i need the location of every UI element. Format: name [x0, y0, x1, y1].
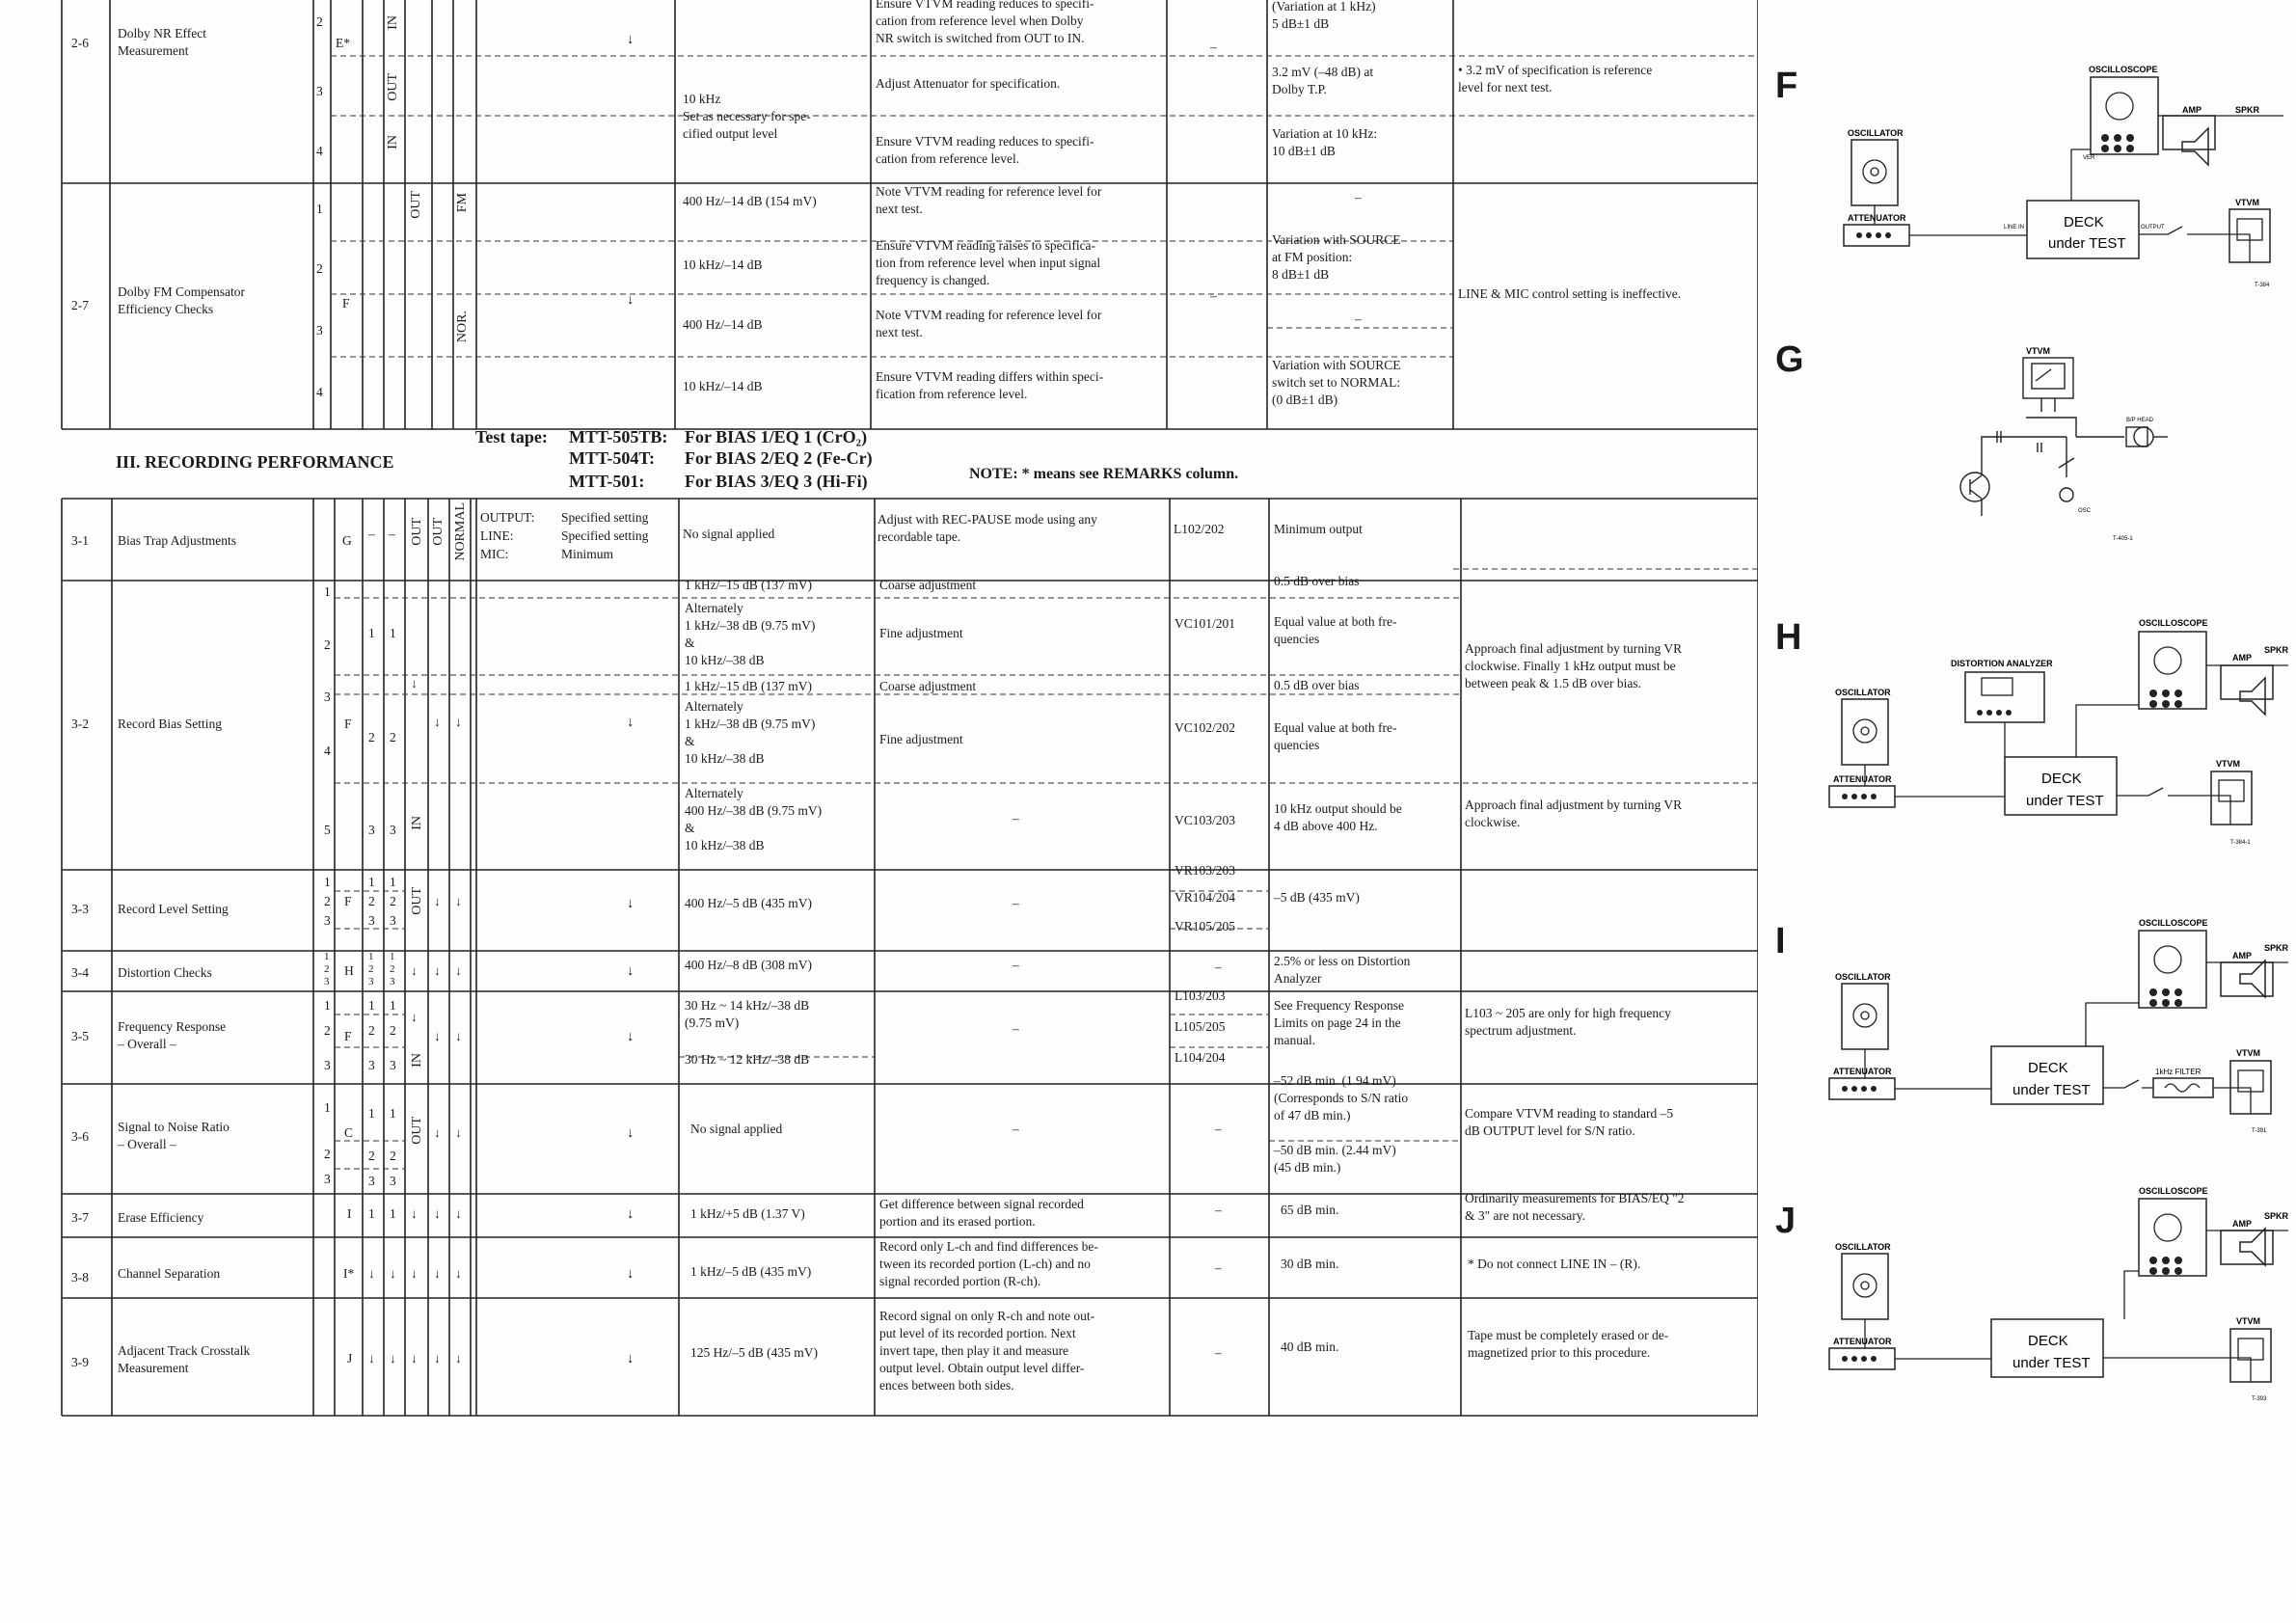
remarks: • 3.2 mV of specification is reference level for next test. — [1458, 63, 1653, 95]
label-head: B/P HEAD — [2126, 418, 2153, 423]
input-signal: 1 kHz/+5 dB (1.37 V) — [690, 1206, 805, 1221]
label-under-test: under TEST — [2012, 1355, 2091, 1371]
sub-number: 2 — [316, 261, 323, 276]
row-number: 3-2 — [71, 717, 89, 731]
adjustment: Adjust with REC-PAUSE mode using any recordable tape. — [878, 512, 1097, 544]
output-mode: OUT — [410, 518, 424, 546]
label-amp: AMP — [2232, 951, 2252, 960]
condition-label: MIC: — [480, 547, 509, 561]
diagram-code: T-384 — [2255, 283, 2270, 288]
specification: Variation at 10 kHz: 10 dB±1 dB — [1272, 126, 1378, 158]
input-signal: 10 kHz/–14 dB — [683, 257, 763, 272]
adjustment: Ensure VTVM reading raises to specifica- tion from reference level when input signal frequency is changed. — [876, 238, 1101, 287]
specification: Equal value at both fre- quencies — [1274, 720, 1397, 752]
specification: –50 dB min. (2.44 mV) (45 dB min.) — [1274, 1143, 1396, 1175]
sub-number: 3 — [316, 323, 323, 338]
row-number: 3-5 — [71, 1029, 89, 1043]
input-signal: 30 Hz ~ 14 kHz/–38 dB (9.75 mV) — [685, 998, 810, 1030]
label-deck: DECK — [2028, 1060, 2068, 1076]
label-filter: 1kHz FILTER — [2155, 1068, 2201, 1076]
adjustment: Coarse adjustment — [879, 679, 977, 693]
label-spkr: SPKR — [2264, 1211, 2288, 1221]
adjustment-point: – — [1215, 1345, 1222, 1360]
diagram-code: T-384-1 — [2230, 840, 2251, 846]
row-number: 3-6 — [71, 1129, 89, 1144]
adjustment-point: – — [1215, 960, 1222, 974]
item-name: Channel Separation — [118, 1266, 221, 1281]
label-oscillator: OSCILLATOR — [1835, 972, 1891, 982]
test-tape-name: MTT-504T: — [569, 448, 656, 468]
row-number: 3-1 — [71, 533, 89, 548]
adjustment-point: VR104/204 — [1175, 890, 1236, 905]
row-number: 2-6 — [71, 36, 89, 50]
sub-number: 2 — [316, 14, 323, 29]
connection-diagrams — [1758, 0, 2296, 1447]
adjustment: Coarse adjustment — [879, 578, 977, 592]
same-as-above-arrow: ↓ — [627, 292, 635, 308]
row-number: 3-8 — [71, 1270, 89, 1285]
adjustment: Fine adjustment — [879, 732, 963, 746]
condition-value: Minimum — [561, 547, 614, 561]
label-deck: DECK — [2064, 214, 2104, 230]
label-under-test: under TEST — [2012, 1082, 2091, 1098]
input-signal: No signal applied — [683, 527, 775, 541]
nr-mode: IN — [386, 135, 400, 149]
diagram-j — [1816, 1184, 2288, 1411]
condition-value: Specified setting — [561, 510, 649, 525]
label-ver: VER — [2083, 155, 2095, 161]
condition-value: Specified setting — [561, 528, 649, 543]
diagram-code: T-405-1 — [2113, 536, 2133, 542]
input-signal: No signal applied — [690, 1122, 783, 1136]
adjustment-point: VR103/203 — [1175, 863, 1236, 878]
label-spkr: SPKR — [2264, 645, 2288, 655]
input-signal: 400 Hz/–14 dB (154 mV) — [683, 194, 817, 208]
adjustment: – — [1013, 1021, 1019, 1036]
input-signal: 30 Hz ~ 12 kHz/–38 dB — [685, 1052, 810, 1067]
connection-figure: J — [347, 1351, 353, 1366]
diagram-letter: G — [1775, 339, 1804, 380]
remarks: Tape must be completely erased or de- magnetized prior to this procedure. — [1468, 1328, 1669, 1360]
adjustment: Adjust Attenuator for specification. — [876, 76, 1061, 91]
connection-figure: I* — [343, 1266, 355, 1281]
remarks: Approach final adjustment by turning VR clockwise. Finally 1 kHz output must be between peak & 1.5 dB over bias. — [1465, 641, 1683, 690]
adjustment: – — [1013, 958, 1019, 972]
connection-figure: H — [344, 963, 354, 978]
test-tape-bias: For BIAS 3/EQ 3 (Hi-Fi) — [685, 472, 868, 491]
label-spkr: SPKR — [2235, 105, 2260, 115]
diagram-letter: J — [1775, 1201, 1796, 1241]
row-number: 3-7 — [71, 1210, 89, 1225]
item-name: Record Bias Setting — [118, 717, 222, 731]
input-signal: Alternately 400 Hz/–38 dB (9.75 mV) & 10 kHz/–38 dB — [685, 786, 823, 852]
connection-figure: E* — [336, 36, 350, 50]
connection-figure: F — [344, 894, 352, 908]
output-mode: OUT — [431, 518, 446, 546]
specification: 40 dB min. — [1281, 1339, 1339, 1354]
adjustment-point: – — [1215, 1122, 1222, 1136]
remarks: LINE & MIC control setting is ineffective. — [1458, 286, 1682, 301]
adjustment: – — [1013, 896, 1019, 910]
input-mode: NORMAL — [453, 502, 468, 561]
label-under-test: under TEST — [2026, 793, 2104, 809]
connection-figure: F — [344, 717, 352, 731]
adjustment-point: L104/204 — [1175, 1050, 1226, 1065]
test-tape-bias: For BIAS 1/EQ 1 (CrO₂) — [685, 427, 868, 446]
connection-figure: C — [344, 1125, 354, 1140]
sub-number: 3 — [324, 690, 331, 704]
specification: 65 dB min. — [1281, 1203, 1339, 1217]
adjustment: Ensure VTVM reading differs within speci- fication from reference level. — [876, 369, 1104, 401]
diagram-letter: H — [1775, 617, 1802, 658]
adjustment: Get difference between signal recorded portion and its erased portion. — [879, 1197, 1084, 1229]
specification: 0.5 dB over bias — [1274, 678, 1360, 692]
label-deck: DECK — [2028, 1333, 2068, 1349]
adjustment: Record only L-ch and find differences be- tween its recorded portion (L-ch) and no signal recorded portion (R-ch). — [879, 1239, 1098, 1288]
item-name: Erase Efficiency — [118, 1210, 204, 1225]
input-signal: 1 kHz/–15 dB (137 mV) — [685, 578, 812, 592]
input-signal: 125 Hz/–5 dB (435 mV) — [690, 1345, 818, 1360]
input-signal: Alternately 1 kHz/–38 dB (9.75 mV) & 10 kHz/–38 dB — [685, 699, 816, 766]
remarks: L103 ~ 205 are only for high frequency spectrum adjustment. — [1465, 1006, 1671, 1038]
input-signal: 10 kHz Set as necessary for spe- cified output level — [683, 92, 811, 141]
diagram-letter: I — [1775, 921, 1786, 961]
adjustment: Note VTVM reading for reference level for next test. — [876, 184, 1102, 216]
sub-number: 5 — [324, 823, 331, 837]
sub-number: 4 — [324, 744, 331, 758]
label-vtvm: VTVM — [2236, 1048, 2261, 1058]
label-oscilloscope: OSCILLOSCOPE — [2139, 1186, 2208, 1196]
specification: 2.5% or less on Distortion Analyzer — [1274, 954, 1411, 986]
remarks: * Do not connect LINE IN – (R). — [1468, 1257, 1641, 1271]
specification: 3.2 mV (–48 dB) at Dolby T.P. — [1272, 65, 1374, 96]
same-as-above-arrow: ↓ — [627, 715, 635, 730]
specification: –5 dB (435 mV) — [1274, 890, 1360, 905]
adjustment-point: VR105/205 — [1175, 919, 1236, 933]
diagram-code: T-391 — [2252, 1128, 2267, 1134]
input-signal: 400 Hz/–14 dB — [683, 317, 763, 332]
diagram-letter: F — [1775, 66, 1798, 106]
specification: 10 kHz output should be 4 dB above 400 Hz. — [1274, 801, 1402, 833]
label-oscilloscope: OSCILLOSCOPE — [2089, 65, 2158, 74]
adjustment: Note VTVM reading for reference level for next test. — [876, 308, 1102, 339]
label-distortion-analyzer: DISTORTION ANALYZER — [1951, 659, 2053, 668]
same-as-above-arrow: ↓ — [627, 32, 635, 47]
remarks: Compare VTVM reading to standard –5 dB OUTPUT level for S/N ratio. — [1465, 1106, 1674, 1138]
sub-number: 4 — [316, 385, 323, 399]
specification: Variation with SOURCE at FM position: 8 dB±1 dB — [1272, 232, 1401, 282]
label-attenuator: ATTENUATOR — [1833, 1067, 1892, 1076]
row-number: 3-9 — [71, 1355, 89, 1369]
label-vtvm: VTVM — [2236, 1316, 2261, 1326]
adjustment-point: L103/203 — [1175, 988, 1226, 1003]
adjustment-point: L102/202 — [1174, 522, 1225, 536]
label-oscilloscope: OSCILLOSCOPE — [2139, 618, 2208, 628]
label-oscillator: OSCILLATOR — [1848, 128, 1904, 138]
adjustment-point: – — [1210, 40, 1217, 54]
adjustment: – — [1013, 1122, 1019, 1136]
diagram-f — [1830, 63, 2283, 294]
row-number: 3-4 — [71, 965, 89, 980]
adjustment-point: – — [1210, 288, 1217, 303]
item-name: Distortion Checks — [118, 965, 212, 980]
label-amp: AMP — [2182, 105, 2201, 115]
sub-number: 4 — [316, 144, 323, 158]
specification: Minimum output — [1274, 522, 1363, 536]
test-tape-label: Test tape: — [475, 427, 548, 446]
specification: 0.5 dB over bias — [1274, 574, 1360, 588]
adjustment-point: VC103/203 — [1175, 813, 1236, 827]
row-number: 2-7 — [71, 298, 89, 312]
specification: –52 dB min. (1.94 mV) (Corresponds to S/N ratio of 47 dB min.) — [1274, 1073, 1409, 1123]
fm-mode: NOR. — [455, 311, 470, 343]
label-vtvm: VTVM — [2235, 198, 2260, 207]
adjustment: Record signal on only R-ch and note out- put level of its recorded portion. Next invert tape, then play it and measure output level. Obtain output level differ- ences between both sides. — [879, 1309, 1095, 1393]
specification: (Variation at 1 kHz) 5 dB±1 dB — [1272, 0, 1376, 31]
note: NOTE: * means see REMARKS column. — [969, 466, 1239, 482]
connection-figure: F — [344, 1029, 352, 1043]
label-amp: AMP — [2232, 1219, 2252, 1229]
adjustment: Ensure VTVM reading reduces to specifi- cation from reference level when Dolby NR switch is switched from OUT to IN. — [876, 0, 1094, 45]
label-line-in: LINE IN — [2004, 225, 2025, 230]
nr-mode: OUT — [386, 73, 400, 101]
test-tape-name: MTT-505TB: — [569, 427, 668, 446]
adjustment: Ensure VTVM reading reduces to specifi- cation from reference level. — [876, 134, 1094, 166]
label-oscillator: OSCILLATOR — [1835, 1242, 1891, 1252]
adjustment: Fine adjustment — [879, 626, 963, 640]
diagram-g — [1951, 342, 2182, 545]
section-title: III. RECORDING PERFORMANCE — [116, 452, 394, 472]
specification: 30 dB min. — [1281, 1257, 1339, 1271]
specification: – — [1355, 311, 1362, 326]
sub-number: 2 — [324, 637, 331, 652]
item-name: Record Level Setting — [118, 902, 229, 916]
remarks: Ordinarily measurements for BIAS/EQ "2 & 3" are not necessary. — [1465, 1191, 1685, 1223]
test-tape-name: MTT-501: — [569, 472, 645, 491]
remarks: Approach final adjustment by turning VR clockwise. — [1465, 798, 1683, 829]
adjustment-point: VC101/201 — [1175, 616, 1236, 631]
nr-mode: IN — [386, 15, 400, 30]
label-osc: OSC — [2078, 508, 2092, 514]
condition-label: LINE: — [480, 528, 514, 543]
adjustment-point: L105/205 — [1175, 1019, 1226, 1034]
specification: See Frequency Response Limits on page 24 in the manual. — [1274, 998, 1404, 1047]
diagram-code: T-393 — [2252, 1396, 2267, 1402]
sub-number: 3 — [316, 84, 323, 98]
specification: Variation with SOURCE switch set to NORMAL: (0 dB±1 dB) — [1272, 358, 1401, 407]
adjustment-point: – — [1215, 1203, 1222, 1217]
label-attenuator: ATTENUATOR — [1848, 213, 1906, 223]
adjustment-point: VC102/202 — [1175, 720, 1236, 735]
label-under-test: under TEST — [2048, 235, 2126, 252]
label-deck: DECK — [2041, 771, 2082, 787]
item-name: Bias Trap Adjustments — [118, 533, 237, 548]
diagram-i — [1816, 916, 2288, 1143]
row-number: 3-3 — [71, 902, 89, 916]
connection-figure: I — [347, 1206, 352, 1221]
label-vtvm: VTVM — [2216, 759, 2241, 769]
input-signal: 400 Hz/–5 dB (435 mV) — [685, 896, 812, 910]
nr-mode: OUT — [409, 191, 423, 219]
condition-label: OUTPUT: — [480, 510, 535, 525]
adjustment: – — [1013, 811, 1019, 825]
label-amp: AMP — [2232, 653, 2252, 663]
test-tape-bias: For BIAS 2/EQ 2 (Fe-Cr) — [685, 448, 873, 468]
item-name: Signal to Noise Ratio – Overall – — [118, 1120, 230, 1151]
label-oscilloscope: OSCILLOSCOPE — [2139, 918, 2208, 928]
label-attenuator: ATTENUATOR — [1833, 1337, 1892, 1346]
sub-number: 1 — [316, 202, 323, 216]
item-name: Frequency Response – Overall – — [118, 1019, 227, 1051]
sub-number: 1 — [324, 584, 331, 599]
item-name: Dolby NR Effect Measurement — [118, 26, 206, 58]
item-name: Adjacent Track Crosstalk Measurement — [118, 1343, 251, 1375]
fm-mode: FM — [455, 193, 470, 213]
input-signal: 400 Hz/–8 dB (308 mV) — [685, 958, 812, 972]
diagram-h — [1816, 612, 2288, 853]
label-oscillator: OSCILLATOR — [1835, 688, 1891, 697]
item-name: Dolby FM Compensator Efficiency Checks — [118, 284, 246, 316]
input-signal: 1 kHz/–15 dB (137 mV) — [685, 679, 812, 693]
connection-figure: F — [342, 296, 350, 311]
adjustment-table: 2-6 Dolby NR Effect Measurement 2 3 4 E* IN OUT IN ↓ 10 kHz Set as necessary for spe- cified output level Ensure VTVM reading reduces to specifi- cation from reference level when Dolby NR switch is switched from OUT to IN. Adjust Attenuator for specification. Ensure VTVM reading reduces to specifi- cation from reference level. – (Variation at 1 kHz) 5 dB±1 dB 3.2 mV (–48 dB) at Dolby T.P. Variation at 10 kHz: 10 dB±1 dB • 3.2 mV of specification is reference level for next test. 2-7 Dolby FM Compensator Efficiency Checks 1 2 3 4 F OUT FM NOR. ↓ 400 Hz/–14 dB (154 mV) 10 kHz/–14 dB 400 Hz/–14 dB 10 kHz/–14 dB Note VTVM reading for reference level for next test. Ensure VTVM reading raises to specifica- tion from reference level when input signal frequency is changed. Note VTVM reading for reference level for next test. Ensure VTVM reading differs within speci- fication from reference level. – – Variation with SOURCE at FM position: 8 dB±1 dB – Variation with SOURCE switch set to NORMAL: (0 dB±1 dB) LINE & MIC control setting is ineffective. III. RECORDING PERFORMANCE Test tape: MTT-505TB: For BIAS 1/EQ 1 (CrO₂) MTT-504T: For BIAS 2/EQ 2 (Fe-Cr) MTT-501: For BIAS 3/EQ 3 (Hi-Fi) NOTE: * means see REMARKS column. 3-1 Bias Trap Adjustments G – – OUT OUT NORMAL OUTPUT: LINE: MIC: Specified setting Specified setting Minimum No signal applied Adjust with REC-PAUSE mode using any recordable tape. L102/202 Minimum output 3-2 Record Bias Setting 1 2 3 4 5 F 1 1 2 2 3 3 ↓ IN ↓ ↓ ↓ 1 kHz/–15 dB (137 mV) Alternately 1 kHz/–38 dB (9.75 mV) & 10 kHz/–38 dB 1 kHz/–15 dB (137 mV) Alternately 1 kHz/–38 dB (9.75 mV) & 10 kHz/–38 dB Alternately 400 Hz/–38 dB (9.75 mV) & 10 kHz/–38 dB Coarse adjustment Fine adjustment Coarse adjustment Fine adjustment – VC101/201 VC102/202 VC103/203 0.5 dB over bias Equal value at both fre- quencies 0.5 dB over bias Equal value at both fre- quencies 10 kHz output should be 4 dB above 400 Hz. Approach final adjustment by turning VR clockwise. Finally 1 kHz output must be between peak & 1.5 dB over bias. Approach final adjustment by turning VR clockwise. 3-3 Record Level Setting 1 2 3 F 1 1 2 2 3 3 OUT ↓ ↓ ↓ 400 Hz/–5 dB (435 mV) – VR103/203 VR104/204 VR105/205 –5 dB (435 mV) 3-4 Distortion Checks 1 2 3 H 1 2 3 1 2 3 ↓ ↓ ↓ ↓ 400 Hz/–8 dB (308 mV) – – 2.5% or less on Distortion Analyzer 3-5 Frequency Response – Overall – 1 2 3 F 1 1 2 2 3 3 ↓ IN ↓ ↓ ↓ 30 Hz ~ 14 kHz/–38 dB (9.75 mV) 30 Hz ~ 12 kHz/–38 dB – L103/203 L105/205 L104/204 See Frequency Response Limits on page 24 in the manual. L103 ~ 205 are only for high frequency spectrum adjustment. 3-6 Signal to Noise Ratio – Overall – 1 2 3 C 1 1 2 2 3 3 OUT ↓ ↓ ↓ No signal applied – – –52 dB min. (1.94 mV) (Corresponds to S/N ratio of 47 dB min.) –50 dB min. (2.44 mV) (45 dB min.) Compare VTVM reading to standard –5 dB OUTPUT level for S/N ratio. 3-7 Erase Efficiency I 1 1 ↓ ↓ ↓ ↓ 1 kHz/+5 dB (1.37 V) Get difference between signal recorded portion and its erased portion. – 65 dB min. Ordinarily measurements for BIAS/EQ "2 & 3" are not necessary. 3-8 Channel Separation I* ↓ ↓ ↓ ↓ ↓ ↓ 1 kHz/–5 dB (435 mV) Record only L-ch and find differences be- tween its recorded portion (L-ch) and no signal recorded portion (R-ch). – 30 dB min. * Do not connect LINE IN – (R). 3-9 Adjacent Track Crosstalk Measurement J ↓ ↓ ↓ ↓ ↓ ↓ 125 Hz/–5 dB (435 mV) Record signal on only R-ch and note out- put level of its recorded portion. Next invert tape, then play it and measure output level. Obtain output level differ- ences between both sides. – 40 dB min. Tape must be completely erased or de- magnetized prior to this procedure. — [58, 0, 1758, 1418]
specification: – — [1355, 190, 1362, 204]
input-signal: 10 kHz/–14 dB — [683, 379, 763, 393]
label-output: OUTPUT — [2141, 225, 2165, 230]
specification: Equal value at both fre- quencies — [1274, 614, 1397, 646]
input-signal: Alternately 1 kHz/–38 dB (9.75 mV) & 10 kHz/–38 dB — [685, 601, 816, 667]
label-attenuator: ATTENUATOR — [1833, 774, 1892, 784]
adjustment-point: – — [1215, 1260, 1222, 1275]
input-signal: 1 kHz/–5 dB (435 mV) — [690, 1264, 812, 1279]
connection-figure: G — [342, 533, 352, 548]
label-vtvm: VTVM — [2026, 346, 2051, 356]
label-spkr: SPKR — [2264, 943, 2288, 953]
